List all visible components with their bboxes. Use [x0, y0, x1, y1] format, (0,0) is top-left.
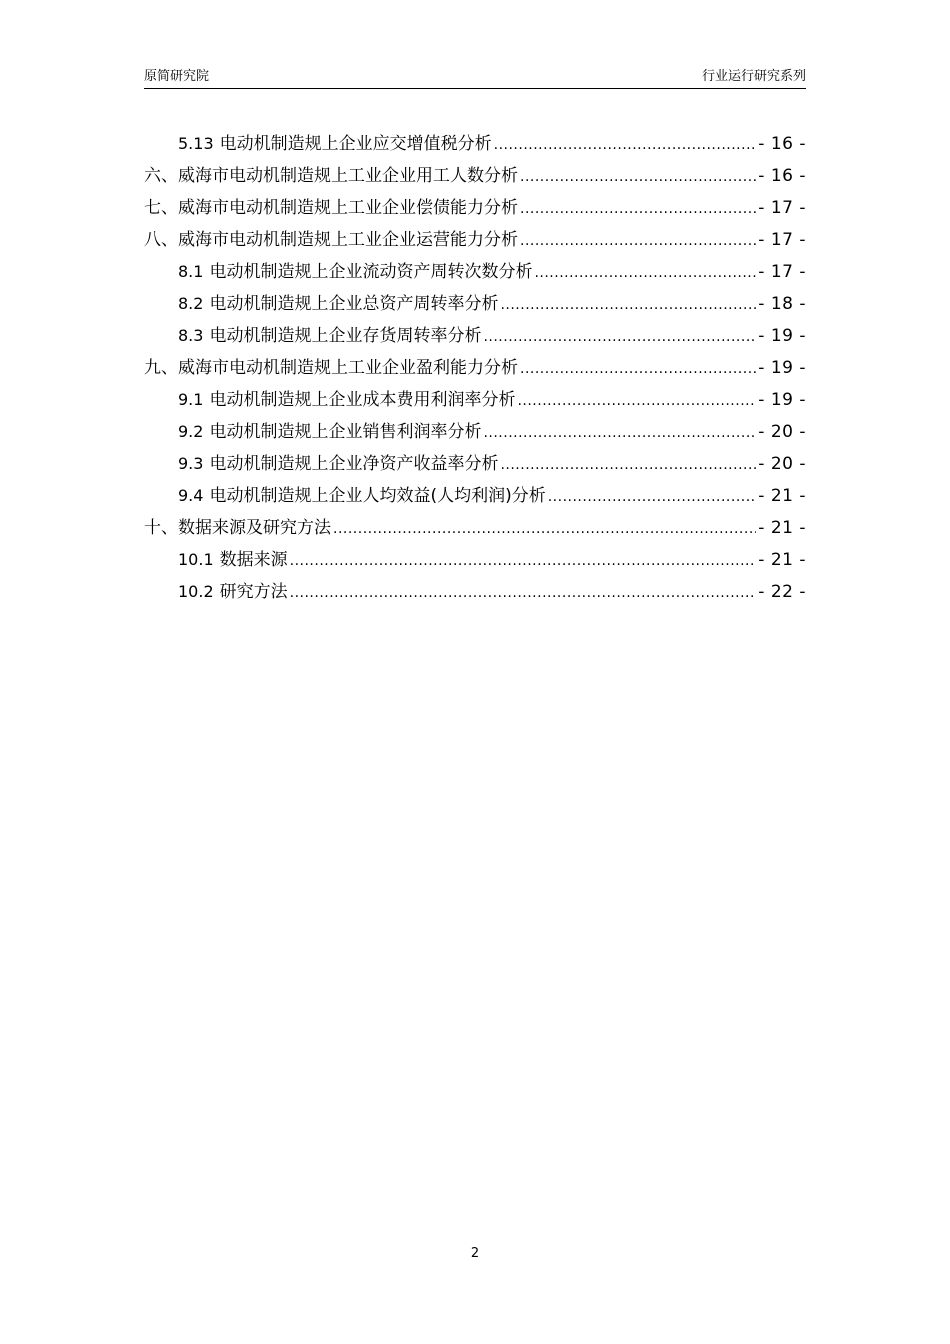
- toc-entry[interactable]: [144, 352, 806, 384]
- toc-entry-number: 8.1: [178, 262, 204, 281]
- toc-entry-title: 研究方法: [219, 582, 288, 602]
- page-number: 2: [470, 1246, 480, 1261]
- toc-entry-number: 10.2: [178, 582, 214, 601]
- toc-entry[interactable]: [144, 416, 806, 448]
- toc-entry-page: - 19 -: [758, 326, 806, 346]
- toc-leader-dots: [517, 385, 756, 417]
- toc-entry-number: 9.2: [178, 422, 204, 441]
- toc-entry-page: - 16 -: [758, 134, 806, 154]
- toc-leader-dots: [520, 225, 756, 257]
- toc-entry-title: 八、威海市电动机制造规上工业企业运营能力分析: [144, 230, 518, 250]
- toc-leader-dots: [520, 353, 756, 385]
- toc-leader-dots: [483, 417, 756, 449]
- header-organization: 原简研究院: [144, 69, 210, 84]
- toc-entry-number: 8.2: [178, 294, 204, 313]
- toc-entry-page: - 17 -: [758, 230, 806, 250]
- toc-entry-page: - 21 -: [758, 518, 806, 538]
- toc-entry-title: 九、威海市电动机制造规上工业企业盈利能力分析: [144, 358, 518, 378]
- toc-entry-page: - 17 -: [758, 262, 806, 282]
- toc-leader-dots: [290, 545, 757, 577]
- toc-leader-dots: [548, 481, 757, 513]
- toc-entry[interactable]: [144, 160, 806, 192]
- toc-entry-page: - 20 -: [758, 422, 806, 442]
- toc-entry-page: - 17 -: [758, 198, 806, 218]
- toc-entry-title: 六、威海市电动机制造规上工业企业用工人数分析: [144, 166, 518, 186]
- toc-entry-page: - 19 -: [758, 390, 806, 410]
- toc-entry[interactable]: [144, 288, 806, 320]
- toc-entry[interactable]: [144, 320, 806, 352]
- toc-entry-title: 七、威海市电动机制造规上工业企业偿债能力分析: [144, 198, 518, 218]
- header-series-title: 行业运行研究系列: [701, 69, 806, 84]
- toc-entry[interactable]: [144, 384, 806, 416]
- toc-entry-number: 9.1: [178, 390, 204, 409]
- toc-entry[interactable]: [144, 256, 806, 288]
- toc-entry-page: - 22 -: [758, 582, 806, 602]
- toc-leader-dots: [290, 577, 757, 609]
- toc-entry[interactable]: [144, 192, 806, 224]
- toc-entry[interactable]: [144, 448, 806, 480]
- toc-entry-number: 5.13: [178, 134, 214, 153]
- toc-leader-dots: [494, 129, 757, 161]
- toc-entry-title: 电动机制造规上企业应交增值税分析: [219, 134, 492, 154]
- toc-leader-dots: [500, 449, 756, 481]
- toc-leader-dots: [483, 321, 756, 353]
- toc-entry[interactable]: [144, 128, 806, 160]
- toc-entry[interactable]: [144, 544, 806, 576]
- toc-entry-page: - 20 -: [758, 454, 806, 474]
- toc-leader-dots: [500, 289, 756, 321]
- toc-entry-number: 9.3: [178, 454, 204, 473]
- toc-leader-dots: [333, 513, 756, 545]
- toc-entry-page: - 16 -: [758, 166, 806, 186]
- toc-entry[interactable]: [144, 480, 806, 512]
- toc-entry[interactable]: [144, 512, 806, 544]
- toc-entry-title: 电动机制造规上企业存货周转率分析: [209, 326, 482, 346]
- toc-entry-title: 电动机制造规上企业销售利润率分析: [209, 422, 482, 442]
- table-of-contents: [144, 128, 806, 608]
- toc-entry[interactable]: [144, 576, 806, 608]
- toc-entry-page: - 18 -: [758, 294, 806, 314]
- toc-entry-title: 电动机制造规上企业净资产收益率分析: [209, 454, 499, 474]
- toc-entry-title: 电动机制造规上企业成本费用利润率分析: [209, 390, 516, 410]
- toc-entry-title: 电动机制造规上企业流动资产周转次数分析: [209, 262, 533, 282]
- toc-leader-dots: [534, 257, 756, 289]
- toc-entry-page: - 19 -: [758, 358, 806, 378]
- toc-leader-dots: [520, 161, 756, 193]
- toc-entry-number: 10.1: [178, 550, 214, 569]
- toc-entry-title: 电动机制造规上企业总资产周转率分析: [209, 294, 499, 314]
- toc-entry-page: - 21 -: [758, 550, 806, 570]
- toc-entry[interactable]: [144, 224, 806, 256]
- toc-entry-title: 数据来源: [219, 550, 288, 570]
- toc-entry-title: 十、数据来源及研究方法: [144, 518, 331, 538]
- toc-entry-title: 电动机制造规上企业人均效益(人均利润)分析: [209, 486, 546, 506]
- toc-entry-number: 8.3: [178, 326, 204, 345]
- toc-entry-page: - 21 -: [758, 486, 806, 506]
- toc-leader-dots: [520, 193, 756, 225]
- toc-entry-number: 9.4: [178, 486, 204, 505]
- page-header: [144, 68, 806, 89]
